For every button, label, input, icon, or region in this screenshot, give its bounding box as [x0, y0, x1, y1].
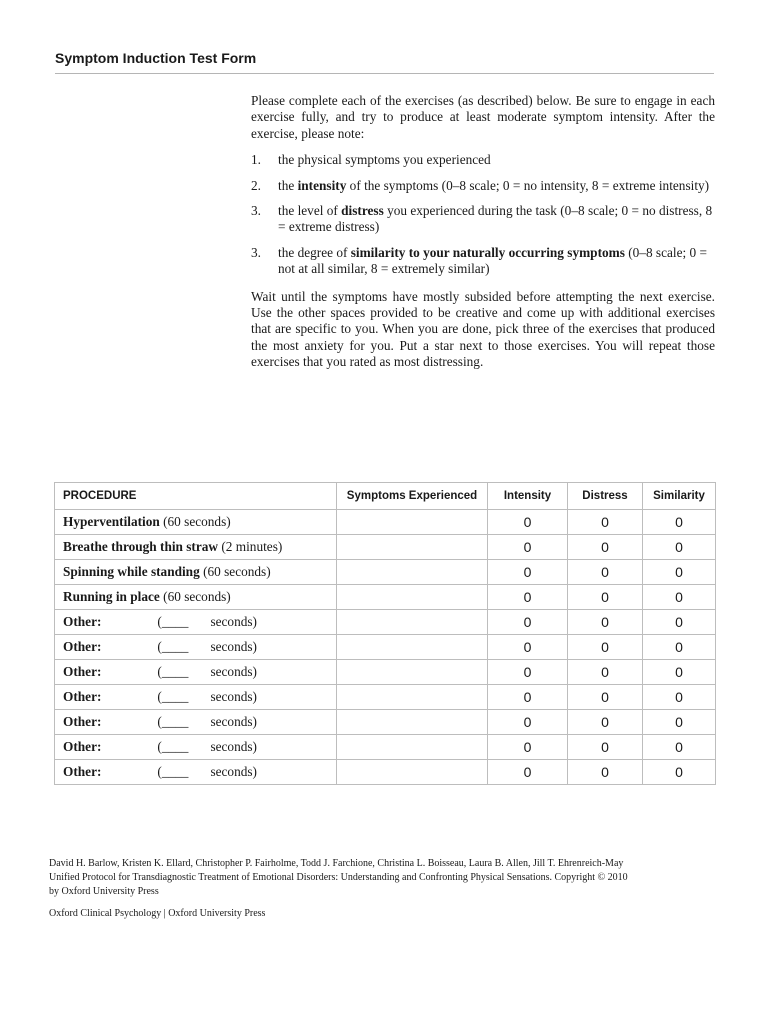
distress-value[interactable]: 0 — [568, 710, 643, 735]
instruction-number: 3. — [251, 244, 261, 260]
procedure-duration: (2 minutes) — [221, 539, 283, 554]
instruction-item — [251, 178, 715, 194]
duration-blank[interactable]: (____ — [157, 614, 189, 629]
similarity-value[interactable]: 0 — [643, 510, 716, 535]
table-row — [55, 510, 716, 535]
table-row — [55, 535, 716, 560]
duration-blank[interactable]: (____ — [157, 689, 189, 704]
instruction-text: the degree of similarity to your naturally occurring symptoms (0–8 scale; 0 = not at all similar, 8 = extremely similar) — [278, 244, 707, 277]
similarity-value[interactable]: 0 — [643, 710, 716, 735]
procedure-duration: (60 seconds) — [203, 564, 271, 579]
distress-value[interactable]: 0 — [568, 560, 643, 585]
intensity-value[interactable]: 0 — [488, 735, 568, 760]
procedure-duration: (60 seconds) — [163, 589, 231, 604]
citation-authors: David H. Barlow, Kristen K. Ellard, Christopher P. Fairholme, Todd J. Farchione, Christina L. Boisseau, Laura B. Allen, Jill T. Ehrenreich-May — [49, 858, 624, 869]
citation-publisher: by Oxford University Press — [49, 886, 159, 897]
symptoms-cell[interactable] — [337, 660, 488, 685]
procedure-cell — [55, 760, 337, 785]
distress-value[interactable]: 0 — [568, 510, 643, 535]
instruction-text: the intensity of the symptoms (0–8 scale; 0 = no intensity, 8 = extreme intensity) — [278, 177, 710, 193]
duration-blank[interactable]: (____ — [157, 714, 189, 729]
intensity-value[interactable]: 0 — [488, 660, 568, 685]
duration-blank[interactable]: (____ — [157, 739, 189, 754]
seconds-label: seconds) — [210, 764, 257, 779]
procedure-name: Other: — [63, 639, 102, 654]
intensity-value[interactable]: 0 — [488, 560, 568, 585]
distress-value[interactable]: 0 — [568, 735, 643, 760]
procedure-cell — [55, 635, 337, 660]
citation-source: Unified Protocol for Transdiagnostic Treatment of Emotional Disorders: Understanding and Confronting Physical Sensations. Copyright © 2010 — [49, 872, 628, 883]
procedure-name: Running in place — [63, 589, 160, 604]
intensity-value[interactable]: 0 — [488, 535, 568, 560]
procedure-name: Other: — [63, 664, 102, 679]
procedure-cell — [55, 735, 337, 760]
procedure-cell — [55, 510, 337, 535]
instructions-paragraph-1: Please complete each of the exercises (as described) below. Be sure to engage in each exercise fully, and try to produce at least moderate symptom intensity. After the exercise, please note: — [251, 93, 715, 141]
seconds-label: seconds) — [210, 714, 257, 729]
symptoms-cell[interactable] — [337, 510, 488, 535]
duration-blank[interactable]: (____ — [157, 639, 189, 654]
table-row — [55, 735, 716, 760]
seconds-label: seconds) — [210, 614, 257, 629]
table-row — [55, 560, 716, 585]
procedure-cell — [55, 710, 337, 735]
similarity-value[interactable]: 0 — [643, 760, 716, 785]
instruction-number: 1. — [251, 152, 261, 168]
duration-blank[interactable]: (____ — [157, 764, 189, 779]
similarity-value[interactable]: 0 — [643, 685, 716, 710]
title-divider — [55, 73, 714, 74]
symptoms-cell[interactable] — [337, 735, 488, 760]
header-symptoms-experienced: Symptoms Experienced — [337, 483, 488, 510]
intensity-value[interactable]: 0 — [488, 510, 568, 535]
similarity-value[interactable]: 0 — [643, 660, 716, 685]
instruction-item — [251, 203, 715, 236]
seconds-label: seconds) — [210, 739, 257, 754]
instruction-item — [251, 152, 715, 168]
procedure-name: Other: — [63, 739, 102, 754]
instructions — [251, 93, 715, 371]
distress-value[interactable]: 0 — [568, 760, 643, 785]
symptoms-cell[interactable] — [337, 585, 488, 610]
intensity-value[interactable]: 0 — [488, 710, 568, 735]
similarity-value[interactable]: 0 — [643, 535, 716, 560]
seconds-label: seconds) — [210, 639, 257, 654]
instruction-number: 3. — [251, 203, 261, 219]
symptoms-cell[interactable] — [337, 560, 488, 585]
table-row — [55, 685, 716, 710]
procedure-cell — [55, 660, 337, 685]
procedure-duration: (60 seconds) — [163, 514, 231, 529]
intensity-value[interactable]: 0 — [488, 635, 568, 660]
procedure-cell — [55, 610, 337, 635]
form-title: Symptom Induction Test Form — [55, 50, 257, 66]
similarity-value[interactable]: 0 — [643, 635, 716, 660]
symptoms-cell[interactable] — [337, 760, 488, 785]
symptoms-cell[interactable] — [337, 710, 488, 735]
citation — [49, 857, 739, 899]
similarity-value[interactable]: 0 — [643, 585, 716, 610]
symptom-induction-table — [54, 482, 716, 785]
distress-value[interactable]: 0 — [568, 685, 643, 710]
distress-value[interactable]: 0 — [568, 585, 643, 610]
header-distress: Distress — [568, 483, 643, 510]
header-similarity: Similarity — [643, 483, 716, 510]
table-row — [55, 610, 716, 635]
distress-value[interactable]: 0 — [568, 635, 643, 660]
similarity-value[interactable]: 0 — [643, 610, 716, 635]
similarity-value[interactable]: 0 — [643, 735, 716, 760]
instructions-list — [251, 152, 715, 277]
distress-value[interactable]: 0 — [568, 660, 643, 685]
seconds-label: seconds) — [210, 689, 257, 704]
procedure-cell — [55, 685, 337, 710]
symptoms-cell[interactable] — [337, 685, 488, 710]
procedure-name: Spinning while standing — [63, 564, 200, 579]
instruction-text: the level of distress you experienced during the task (0–8 scale; 0 = no distress, 8 = extreme distress) — [278, 203, 713, 235]
header-intensity: Intensity — [488, 483, 568, 510]
intensity-value[interactable]: 0 — [488, 610, 568, 635]
procedure-name: Hyperventilation — [63, 514, 160, 529]
procedure-name: Other: — [63, 689, 102, 704]
symptoms-cell[interactable] — [337, 610, 488, 635]
symptoms-cell[interactable] — [337, 635, 488, 660]
intensity-value[interactable]: 0 — [488, 685, 568, 710]
intensity-value[interactable]: 0 — [488, 585, 568, 610]
procedure-name: Other: — [63, 714, 102, 729]
footer-text: Oxford Clinical Psychology | Oxford University Press — [49, 908, 266, 919]
table-row — [55, 585, 716, 610]
procedure-name: Other: — [63, 614, 102, 629]
table-row — [55, 660, 716, 685]
procedure-name: Breathe through thin straw — [63, 539, 219, 554]
duration-blank[interactable]: (____ — [157, 664, 189, 679]
header-procedure: PROCEDURE — [55, 483, 337, 510]
table-row — [55, 635, 716, 660]
procedure-name: Other: — [63, 764, 102, 779]
procedure-cell — [55, 560, 337, 585]
table-row — [55, 760, 716, 785]
table-row — [55, 710, 716, 735]
intensity-value[interactable]: 0 — [488, 760, 568, 785]
symptoms-cell[interactable] — [337, 535, 488, 560]
seconds-label: seconds) — [210, 664, 257, 679]
similarity-value[interactable]: 0 — [643, 560, 716, 585]
instruction-item — [251, 245, 715, 278]
instruction-text: the physical symptoms you experienced — [278, 152, 491, 168]
procedure-cell — [55, 535, 337, 560]
procedure-cell — [55, 585, 337, 610]
distress-value[interactable]: 0 — [568, 535, 643, 560]
table-header-row — [55, 483, 716, 510]
instructions-paragraph-2: Wait until the symptoms have mostly subsided before attempting the next exercise. Use the other spaces provided to be creative and come up with additional exercises that are specific to you. When you are done, pick three of the exercises that produced the most anxiety for you. Put a star next to those exercises. You will repeat those exercises that you rated as most distressing. — [251, 288, 715, 370]
distress-value[interactable]: 0 — [568, 610, 643, 635]
instruction-number: 2. — [251, 177, 261, 193]
